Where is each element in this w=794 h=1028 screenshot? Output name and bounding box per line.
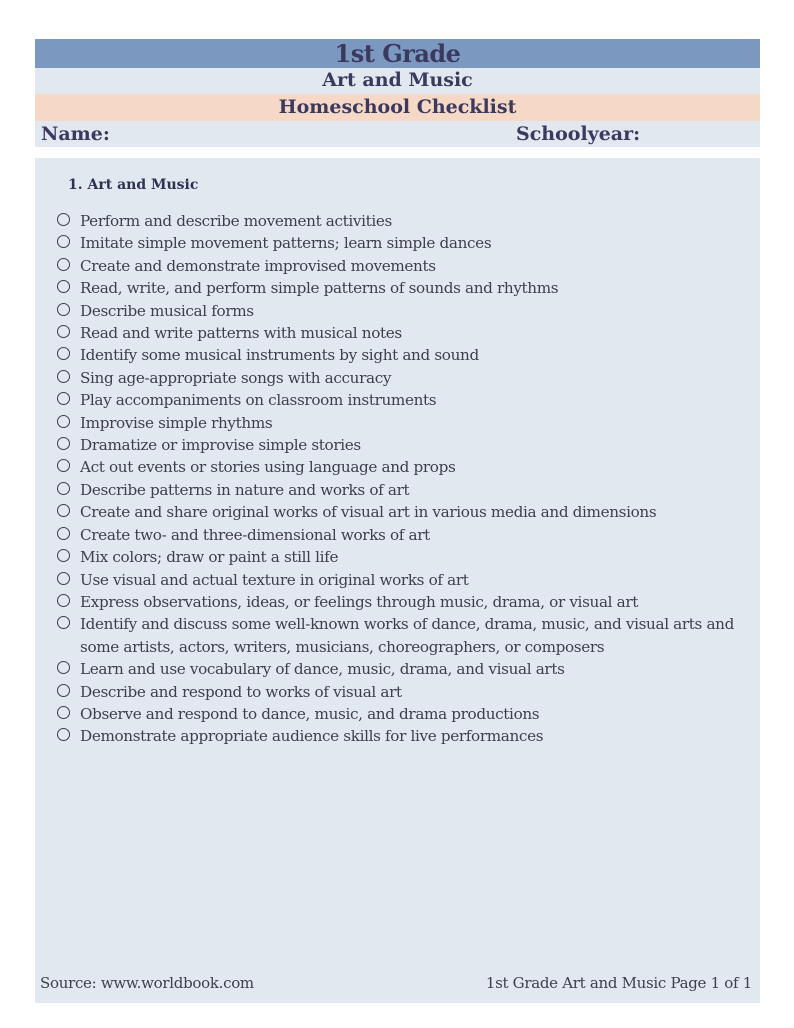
- checklist-item[interactable]: [55, 367, 755, 389]
- checklist-item-label: Observe and respond to dance, music, and drama productions: [80, 704, 540, 723]
- checkbox-circle-icon[interactable]: [57, 527, 70, 540]
- checklist-item[interactable]: [55, 412, 755, 434]
- checkbox-circle-icon[interactable]: [57, 572, 70, 585]
- checklist-item-label: Act out events or stories using language and props: [80, 458, 456, 477]
- checkbox-circle-icon[interactable]: [57, 280, 70, 293]
- checklist-item[interactable]: [55, 479, 755, 501]
- checklist-item-label: Use visual and actual texture in original works of art: [80, 570, 469, 589]
- checklist-item-label: Describe musical forms: [80, 301, 254, 320]
- checklist-item[interactable]: [55, 681, 755, 703]
- checkbox-circle-icon[interactable]: [57, 616, 70, 629]
- checkbox-circle-icon[interactable]: [57, 482, 70, 495]
- checklist-item[interactable]: [55, 524, 755, 546]
- schoolyear-label: Schoolyear:: [516, 123, 641, 145]
- checkbox-circle-icon[interactable]: [57, 728, 70, 741]
- checklist-item-label: Sing age-appropriate songs with accuracy: [80, 368, 392, 387]
- checklist-item-label: Describe patterns in nature and works of art: [80, 480, 410, 499]
- checklist-item[interactable]: [55, 322, 755, 344]
- checklist-item[interactable]: [55, 591, 755, 613]
- checkbox-circle-icon[interactable]: [57, 303, 70, 316]
- checklist-item-label: Learn and use vocabulary of dance, music, drama, and visual arts: [80, 660, 565, 679]
- checklist-items: [55, 210, 755, 748]
- checklist-item-label: Express observations, ideas, or feelings through music, drama, or visual art: [80, 592, 639, 611]
- checkbox-circle-icon[interactable]: [57, 549, 70, 562]
- checkbox-circle-icon[interactable]: [57, 684, 70, 697]
- checklist-item[interactable]: [55, 232, 755, 254]
- name-label: Name:: [41, 123, 110, 145]
- checklist-item[interactable]: [55, 546, 755, 568]
- checklist-title: Homeschool Checklist: [35, 94, 760, 121]
- checkbox-circle-icon[interactable]: [57, 235, 70, 248]
- checklist-item-label: Create and share original works of visual art in various media and dimensions: [80, 503, 657, 522]
- checkbox-circle-icon[interactable]: [57, 437, 70, 450]
- checkbox-circle-icon[interactable]: [57, 325, 70, 338]
- grade-title: 1st Grade: [35, 39, 760, 68]
- checklist-item[interactable]: [55, 255, 755, 277]
- source-footer: Source: www.worldbook.com: [40, 974, 254, 992]
- checkbox-circle-icon[interactable]: [57, 213, 70, 226]
- checklist-item-label: Describe and respond to works of visual art: [80, 682, 402, 701]
- checklist-item[interactable]: [55, 434, 755, 456]
- checklist-item-label: Create and demonstrate improvised movements: [80, 256, 436, 275]
- name-schoolyear-bar: [35, 121, 760, 147]
- checklist-panel: [35, 158, 760, 1003]
- subject-title: Art and Music: [35, 68, 760, 94]
- checklist-item[interactable]: [55, 501, 755, 523]
- checkbox-circle-icon[interactable]: [57, 661, 70, 674]
- checkbox-circle-icon[interactable]: [57, 258, 70, 271]
- checklist-item[interactable]: [55, 613, 755, 658]
- checklist-item-label: Create two- and three-dimensional works of art: [80, 525, 430, 544]
- checkbox-circle-icon[interactable]: [57, 504, 70, 517]
- checkbox-circle-icon[interactable]: [57, 415, 70, 428]
- checklist-item[interactable]: [55, 569, 755, 591]
- checkbox-circle-icon[interactable]: [57, 392, 70, 405]
- page-footer: 1st Grade Art and Music Page 1 of 1: [485, 974, 752, 992]
- checklist-item-label: Identify and discuss some well-known works of dance, drama, music, and visual arts and some artists, actors, writers, musicians, choreographers, or composers: [80, 615, 734, 656]
- checklist-item[interactable]: [55, 277, 755, 299]
- checklist-item-label: Identify some musical instruments by sight and sound: [80, 346, 479, 365]
- checklist-item-label: Perform and describe movement activities: [80, 212, 393, 230]
- checklist-item[interactable]: [55, 389, 755, 411]
- checklist-item-label: Improvise simple rhythms: [80, 413, 273, 432]
- checkbox-circle-icon[interactable]: [57, 459, 70, 472]
- checklist-item-label: Demonstrate appropriate audience skills for live performances: [80, 727, 544, 746]
- checkbox-circle-icon[interactable]: [57, 347, 70, 360]
- checkbox-circle-icon[interactable]: [57, 706, 70, 719]
- checklist-item-label: Read, write, and perform simple patterns of sounds and rhythms: [80, 279, 559, 298]
- checklist-item-label: Read and write patterns with musical notes: [80, 324, 402, 343]
- checklist-item[interactable]: [55, 725, 755, 747]
- checklist-item[interactable]: [55, 658, 755, 680]
- checklist-item[interactable]: [55, 210, 755, 232]
- checklist-item-label: Dramatize or improvise simple stories: [80, 436, 361, 455]
- checklist-item-label: Imitate simple movement patterns; learn simple dances: [80, 234, 492, 253]
- checkbox-circle-icon[interactable]: [57, 594, 70, 607]
- checklist-item-label: Mix colors; draw or paint a still life: [80, 548, 339, 567]
- checkbox-circle-icon[interactable]: [57, 370, 70, 383]
- checklist-item[interactable]: [55, 300, 755, 322]
- checklist-item[interactable]: [55, 456, 755, 478]
- checklist-item-label: Play accompaniments on classroom instruments: [80, 391, 437, 410]
- section-heading: 1. Art and Music: [68, 177, 199, 193]
- checklist-item[interactable]: [55, 703, 755, 725]
- checklist-item[interactable]: [55, 344, 755, 366]
